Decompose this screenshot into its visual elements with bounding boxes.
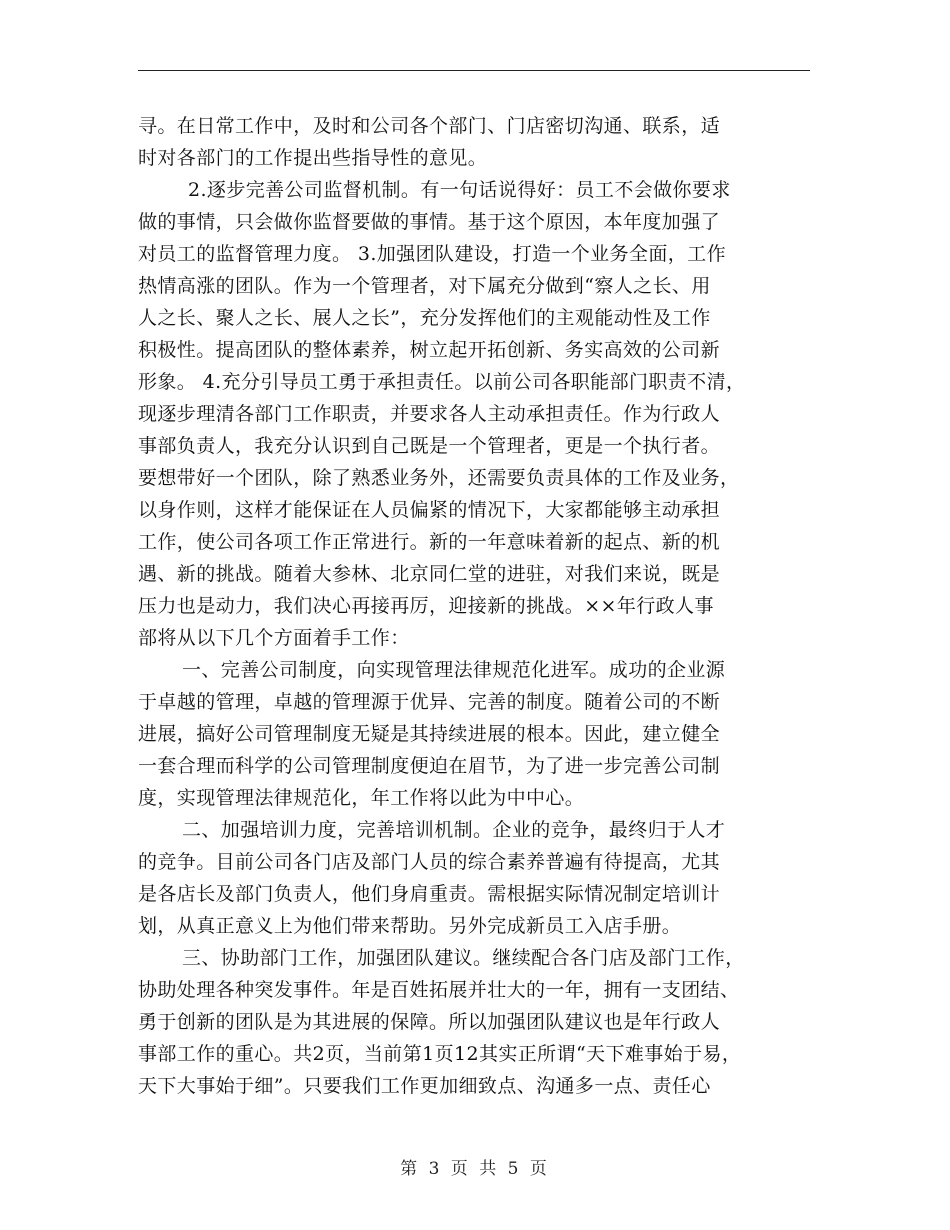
text-line: 现逐步理清各部门工作职责，并要求各人主动承担责任。作为行政人 xyxy=(138,403,721,425)
text-line: 天下大事始于细”。只要我们工作更加细致点、沟通多一点、责任心 xyxy=(138,1075,711,1097)
text-line: 形象。 4.充分引导员工勇于承担责任。以前公司各职能部门职责不清， xyxy=(138,371,746,393)
text-line: 积极性。提高团队的整体素养，树立起开拓创新、务实高效的公司新 xyxy=(138,339,721,361)
text-line: 事部负责人，我充分认识到自己既是一个管理者，更是一个执行者。 xyxy=(138,435,721,457)
page-footer: 第 3 页 共 5 页 xyxy=(400,1159,550,1179)
text-line: 时对各部门的工作提出些指导性的意见。 xyxy=(138,147,488,169)
text-line: 的竞争。目前公司各门店及部门人员的综合素养普遍有待提高，尤其 xyxy=(138,851,721,873)
text-line: 对员工的监督管理力度。 3.加强团队建设，打造一个业务全面，工作 xyxy=(138,243,726,265)
text-line: 热情高涨的团队。作为一个管理者，对下属充分做到“察人之长、用 xyxy=(138,275,711,297)
text-line: 事部工作的重心。共2页，当前第1页12其实正所谓“天下难事始于易， xyxy=(138,1043,742,1065)
text-line: 一、完善公司制度，向实现管理法律规范化进军。成功的企业源 xyxy=(182,659,726,681)
text-line: 于卓越的管理，卓越的管理源于优异、完善的制度。随着公司的不断 xyxy=(138,691,721,713)
text-line: 一套合理而科学的公司管理制度便迫在眉节，为了进一步完善公司制 xyxy=(138,755,721,777)
text-line: 度，实现管理法律规范化，年工作将以此为中中心。 xyxy=(138,787,585,809)
text-line: 2.逐步完善公司监督机制。有一句话说得好：员工不会做你要求 xyxy=(188,179,731,201)
text-line: 划，从真正意义上为他们带来帮助。另外完成新员工入店手册。 xyxy=(138,915,682,937)
body-text xyxy=(138,110,818,1102)
text-line: 三、协助部门工作，加强团队建议。继续配合各门店及部门工作， xyxy=(182,947,745,969)
text-line: 寻。在日常工作中，及时和公司各个部门、门店密切沟通、联系，适 xyxy=(138,115,721,137)
text-line: 部将从以下几个方面着手工作： xyxy=(138,627,410,649)
text-line: 勇于创新的团队是为其进展的保障。所以加强团队建议也是年行政人 xyxy=(138,1011,721,1033)
text-line: 二、加强培训力度，完善培训机制。企业的竞争，最终归于人才 xyxy=(182,819,726,841)
text-line: 做的事情，只会做你监督要做的事情。基于这个原因，本年度加强了 xyxy=(138,211,721,233)
text-line: 进展，搞好公司管理制度无疑是其持续进展的根本。因此，建立健全 xyxy=(138,723,721,745)
text-line: 工作，使公司各项工作正常进行。新的一年意味着新的起点、新的机 xyxy=(138,531,721,553)
text-line: 协助处理各种突发事件。年是百姓拓展并壮大的一年，拥有一支团结、 xyxy=(138,979,740,1001)
text-line: 压力也是动力，我们决心再接再厉，迎接新的挑战。××年行政人事 xyxy=(138,595,714,617)
text-line: 是各店长及部门负责人，他们身肩重责。需根据实际情况制定培训计 xyxy=(138,883,721,905)
text-line: 以身作则，这样才能保证在人员偏紧的情况下，大家都能够主动承担 xyxy=(138,499,721,521)
text-line: 要想带好一个团队，除了熟悉业务外，还需要负责具体的工作及业务， xyxy=(138,467,740,489)
text-line: 人之长、聚人之长、展人之长”，充分发挥他们的主观能动性及工作 xyxy=(138,307,711,329)
header-rule xyxy=(138,70,810,71)
text-line: 遇、新的挑战。随着大参林、北京同仁堂的进驻，对我们来说，既是 xyxy=(138,563,721,585)
